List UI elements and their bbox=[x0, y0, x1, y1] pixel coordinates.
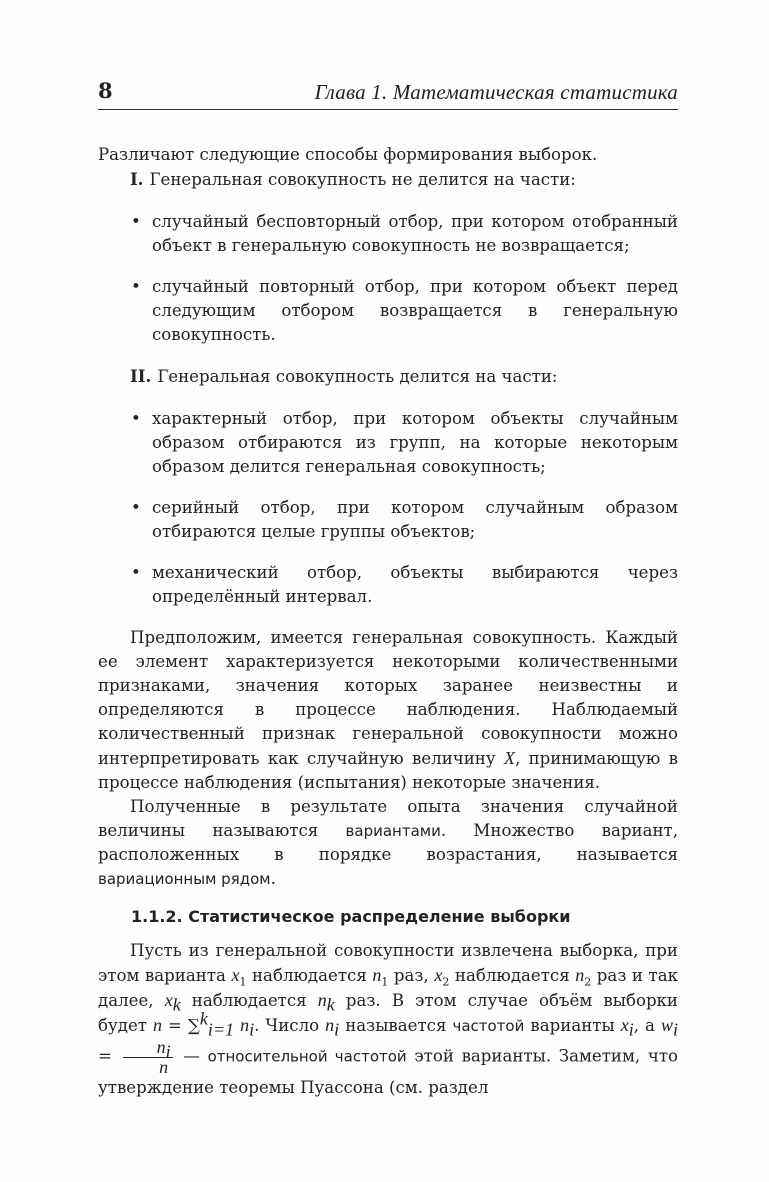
bullet-icon: • bbox=[131, 409, 141, 428]
list-item-text: характерный отбор, при котором объекты случайным образом отбираются из групп, на которые некоторым образом делится генеральная совокупность; bbox=[152, 409, 678, 476]
list-item-text: случайный повторный отбор, при котором объект перед следующим отбором возвращается в генеральную совокупность. bbox=[152, 277, 678, 344]
sum-symbol: ∑ bbox=[188, 1016, 200, 1035]
page-header bbox=[98, 78, 678, 108]
group-1-list bbox=[98, 210, 678, 347]
term-relative-frequency: относительной частотой bbox=[207, 1047, 407, 1066]
paragraph-variants: Полученные в результате опыта значения случайной величины называются вариантами. Множество вариант, расположенных в порядке возрастания, называется вариационным рядом. bbox=[98, 797, 678, 888]
spacer bbox=[98, 192, 678, 210]
running-title: Глава 1. Математическая статистика bbox=[314, 80, 678, 104]
list-item-text: серийный отбор, при котором случайным образом отбираются целые группы объектов; bbox=[152, 498, 678, 541]
group-2-numeral: II. bbox=[130, 366, 152, 386]
page-body bbox=[98, 143, 678, 1100]
term-frequency: частотой bbox=[452, 1017, 525, 1035]
term-variants: вариантами bbox=[345, 822, 441, 840]
list-item bbox=[98, 561, 678, 609]
group-1-label: Генеральная совокупность не делится на части: bbox=[149, 170, 576, 189]
group-2-label: Генеральная совокупность делится на части: bbox=[157, 367, 558, 386]
group-1-numeral: I. bbox=[130, 169, 144, 189]
list-item bbox=[98, 210, 678, 258]
fraction-ni-over-n: $\frac{n_i}{n}$ bbox=[123, 1038, 173, 1076]
list-item-text: механический отбор, объекты выбираются через определённый интервал. bbox=[152, 563, 678, 606]
list-item bbox=[98, 496, 678, 544]
list-item bbox=[98, 275, 678, 347]
list-item-text: случайный бесповторный отбор, при котором отобранный объект в генеральную совокупность не возвращается; bbox=[152, 212, 678, 255]
group-2-heading bbox=[130, 364, 678, 389]
intro-paragraph: Различают следующие способы формирования выборок. bbox=[98, 145, 598, 164]
paragraph-sample-distribution: Пусть из генеральной совокупности извлечена выборка, при этом варианта $x_1$ наблюдается $n_1$ раз, $x_2$ наблюдается $n_2$ раз и так далее, $x_k$ наблюдается $n_k$ раз. В этом случае объём выборки будет n = ∑$^k_{i=1}$ $n_i$. Число $n_i$ называется частотой варианты $x_i$, а $w_i$ = $\frac{n_i}{n}$ — относительной частотой этой варианты. Заметим, что утверждение теоремы Пуассона (см. раздел bbox=[98, 941, 678, 1097]
bullet-icon: • bbox=[131, 277, 141, 296]
group-2-list bbox=[98, 407, 678, 609]
page-number: 8 bbox=[98, 78, 113, 103]
group-1-heading bbox=[130, 167, 678, 192]
list-item bbox=[98, 407, 678, 479]
term-variation-series: вариационным рядом bbox=[98, 870, 271, 888]
paragraph-population: Предположим, имеется генеральная совокупность. Каждый ее элемент характеризуется некоторыми количественными признаками, значения которых заранее неизвестны и определяются в процессе наблюдения. Наблюдаемый количественный признак генеральной совокупности можно интерпретировать как случайную величину X, принимающую в процессе наблюдения (испытания) некоторые значения. bbox=[98, 628, 678, 792]
bullet-icon: • bbox=[131, 563, 141, 582]
header-rule bbox=[98, 109, 678, 110]
variable-x: X bbox=[503, 748, 515, 768]
spacer bbox=[98, 389, 678, 407]
bullet-icon: • bbox=[131, 212, 141, 231]
subsection-title: 1.1.2. Статистическое распределение выборки bbox=[131, 907, 571, 926]
bullet-icon: • bbox=[131, 498, 141, 517]
